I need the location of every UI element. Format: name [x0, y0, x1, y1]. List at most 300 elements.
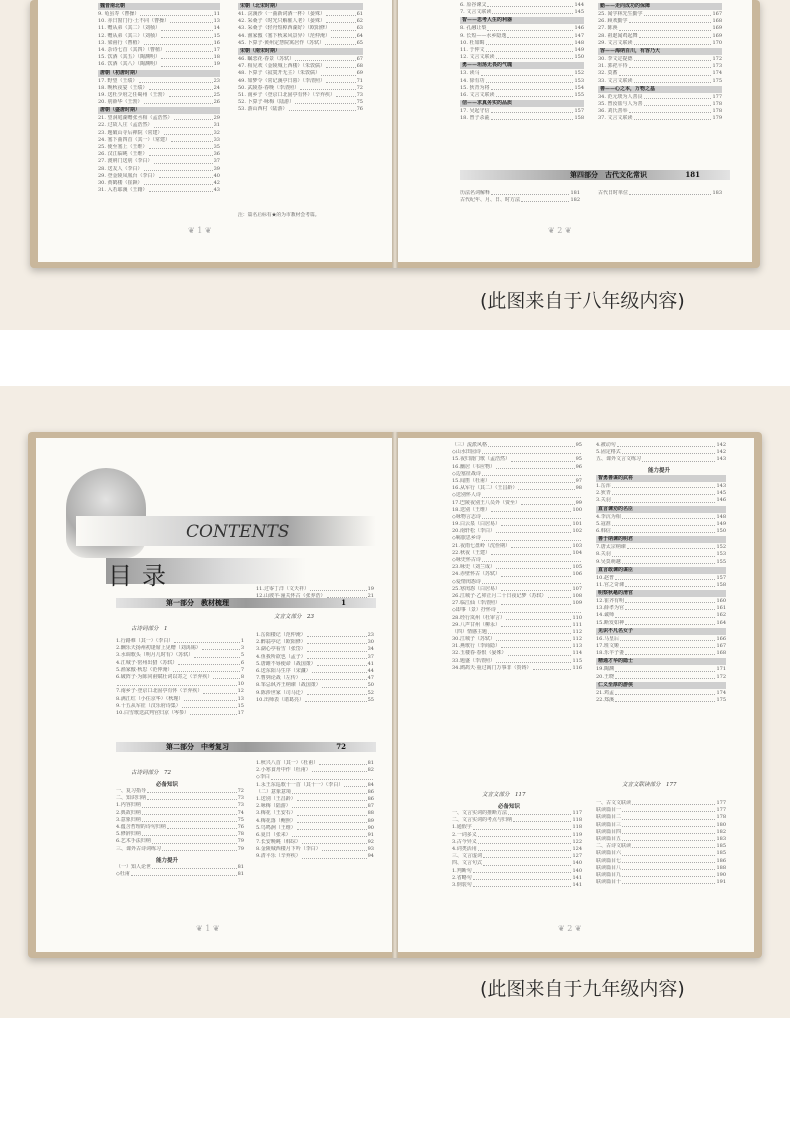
dot-leader	[629, 18, 712, 23]
toc-entry-page: 146	[574, 25, 584, 32]
dot-leader	[170, 18, 212, 23]
toc-entry	[256, 767, 374, 774]
toc-entry-title: 1.通假字	[452, 824, 472, 831]
toc-entry	[238, 40, 363, 47]
toc-entry	[596, 544, 726, 551]
toc-section-heading: 智勇善谋的武将	[596, 475, 726, 482]
toc-entry	[238, 99, 363, 106]
dot-leader	[174, 638, 240, 643]
dot-leader	[491, 550, 572, 555]
dot-leader	[482, 579, 581, 584]
toc-entry-page: 171	[716, 666, 726, 673]
toc-entry	[596, 690, 726, 697]
dot-leader	[297, 810, 367, 815]
toc-entry-title: 46. 瞩恋花·春景（苏轼）	[238, 55, 295, 62]
toc-entry-page: 61	[356, 11, 363, 17]
toc-entry-title: 联读篇目二	[596, 814, 622, 821]
toc-entry-page: 149	[716, 520, 726, 527]
toc-entry-title: 25.寒闺怨（白居易）	[452, 585, 500, 592]
toc-entry-title: 联读篇目三	[596, 821, 622, 828]
toc-column	[452, 810, 582, 889]
dot-leader	[622, 829, 715, 834]
toc-entry-title: 10.赵普	[596, 574, 614, 581]
toc-entry-title: 12.崔齐有明	[596, 598, 624, 605]
toc-entry-title: 31. 郭祀平待	[598, 63, 628, 70]
toc-entry-title: 45. 卜算子·黄州定慧院寓居作（苏轼）	[238, 39, 325, 46]
toc-entry-title: ◇即事（景）抒怀诗	[452, 607, 496, 614]
toc-entry-title: 2.醉翁亭记（欧阳修）	[256, 639, 306, 646]
toc-entry	[452, 550, 582, 557]
toc-entry-title: 36. 刘氏善举	[598, 108, 628, 115]
dot-leader	[612, 483, 716, 488]
toc-entry-page: 104	[572, 549, 582, 556]
toc-entry-title: 7.曹刿论战（左传）	[256, 675, 301, 682]
dot-leader	[297, 825, 367, 830]
toc-entry	[256, 646, 374, 653]
toc-entry-title: （四）情感主题	[452, 628, 488, 635]
toc-entry	[238, 85, 363, 92]
toc-entry	[452, 442, 582, 449]
grade9-photo-panel	[0, 386, 790, 1018]
dot-leader	[164, 130, 213, 135]
dot-leader	[302, 853, 367, 858]
toc-entry-title: 4.蕴含哲理的诗句归纳	[116, 823, 166, 830]
dot-leader	[142, 802, 237, 807]
toc-entry	[116, 667, 244, 674]
toc-entry-title: 1.内容归纳	[116, 802, 141, 809]
toc-entry	[598, 11, 722, 18]
toc-entry-page: 95	[575, 442, 582, 448]
toc-entry-title: 5.渔家傲·秋思（范仲淹）	[116, 666, 173, 673]
dot-leader	[202, 645, 240, 650]
toc-entry	[256, 675, 374, 682]
toc-entry	[452, 650, 582, 657]
toc-entry	[596, 697, 726, 704]
dot-leader	[629, 108, 712, 113]
dot-leader	[491, 108, 574, 113]
toc-entry-title: 23. 题破山寺后禅院（常建）	[98, 129, 163, 136]
toc-entry-title: 16. 饮酒（其八）（陶渊明）	[98, 61, 161, 68]
toc-entry	[452, 492, 582, 499]
toc-entry-title: 联读篇目一	[596, 807, 622, 814]
toc-entry	[238, 33, 363, 40]
dot-leader	[307, 646, 367, 651]
toc-entry-page: 76	[237, 823, 244, 830]
toc-entry	[98, 173, 220, 180]
toc-entry-page: 73	[237, 802, 244, 809]
dot-leader	[632, 843, 715, 848]
right-page	[398, 0, 752, 262]
toc-entry-title: 26. 顾欢勤学	[598, 18, 628, 25]
toc-entry-page: 76	[356, 106, 363, 113]
toc-entry-page: 182	[570, 197, 580, 204]
toc-entry	[116, 710, 244, 717]
toc-entry-page: 111	[572, 621, 582, 628]
toc-entry-page: 72	[356, 84, 363, 91]
toc-entry	[256, 632, 374, 639]
toc-entry	[596, 666, 726, 673]
toc-entry-title: 47. 相见欢（金陵城上西楼）（朱敦儒）	[238, 63, 326, 70]
toc-entry-page: 13	[237, 695, 244, 702]
dot-leader	[295, 56, 355, 61]
toc-entry	[598, 56, 722, 63]
toc-entry	[98, 130, 220, 137]
toc-entry-title: 10.白雪歌送武判官归京（岑参）	[116, 709, 189, 716]
toc-entry	[598, 94, 722, 101]
toc-entry-title: 二、古诗文联读	[596, 843, 632, 850]
toc-entry-title: 53. 游山西村（陆游）	[238, 106, 288, 113]
toc-entry-title: 22.郑溪	[596, 696, 614, 703]
dot-leader	[501, 586, 572, 591]
toc-entry-page: 19	[213, 61, 220, 68]
toc-entry-page: 157	[574, 108, 584, 115]
toc-entry-page: 178	[712, 108, 722, 115]
section-subhead: 文言文部分 23	[274, 614, 315, 620]
dot-leader	[615, 575, 716, 580]
dot-leader	[644, 11, 712, 16]
toc-entry	[116, 703, 244, 710]
dot-leader	[506, 615, 572, 620]
toc-entry-page: 190	[716, 871, 726, 878]
toc-entry-page: 118	[572, 824, 582, 831]
toc-entry-title: 联读篇目十	[596, 879, 622, 886]
toc-entry-title: 7. 文言文联读	[460, 9, 492, 16]
toc-entry-page: 144	[574, 2, 584, 8]
toc-entry	[452, 507, 582, 514]
toc-entry-title: 5.寇准	[596, 520, 611, 527]
dot-leader	[478, 832, 572, 837]
dot-leader	[325, 40, 355, 45]
toc-entry-page: 50	[367, 682, 374, 689]
dot-leader	[625, 605, 716, 610]
toc-entry-title: 2.一词多义	[452, 831, 477, 838]
dot-leader	[501, 622, 572, 627]
toc-entry	[460, 85, 584, 92]
toc-entry	[116, 824, 244, 831]
dot-leader	[326, 63, 356, 68]
toc-entry-title: 20.王晓	[596, 673, 614, 680]
dot-leader	[615, 674, 716, 679]
toc-entry-page: 7	[240, 666, 244, 673]
toc-entry	[256, 832, 374, 839]
toc-entry-title: 15.夜归鹿门歌（孟浩然）	[452, 456, 510, 463]
toc-entry	[452, 860, 582, 867]
toc-column	[256, 632, 374, 704]
toc-entry-title: 5.唐雎不辱使命（战国策）	[256, 660, 316, 667]
toc-entry	[256, 782, 374, 789]
toc-entry	[116, 638, 244, 645]
toc-entry-page: 150	[716, 527, 726, 534]
toc-entry	[452, 824, 582, 831]
open-book-grade8	[30, 0, 760, 268]
toc-entry	[238, 25, 363, 32]
toc-entry-page: 32	[213, 129, 220, 136]
toc-entry-title: 一、文言实词的推断方法	[452, 810, 508, 816]
toc-entry-page: 173	[712, 63, 722, 70]
dot-leader	[144, 180, 213, 185]
dot-leader	[295, 99, 355, 104]
toc-entry-title: 22.秋夜（王建）	[452, 549, 490, 556]
toc-entry-title: ◇羁旅思乡诗	[452, 535, 481, 542]
toc-entry-title: 15. 狄青为将	[460, 84, 490, 91]
toc-entry-title: 29.八声甘州（柳永）	[452, 621, 500, 628]
dot-leader	[312, 668, 367, 673]
toc-entry-title: 2.小寒食舟中作（杜甫）	[256, 767, 311, 774]
toc-entry	[98, 166, 220, 173]
dot-leader	[622, 850, 715, 855]
toc-entry-title: 联读篇目五	[596, 835, 622, 842]
toc-entry	[452, 456, 582, 463]
toc-entry-page: 14	[213, 25, 220, 32]
toc-entry-page: 186	[716, 857, 726, 864]
toc-entry-title: 12.山坡羊·潼关怀古（张养浩）	[256, 593, 326, 600]
toc-entry	[116, 645, 244, 652]
toc-entry	[98, 92, 220, 99]
toc-entry-page: 29	[213, 115, 220, 122]
toc-entry-title: 18. 晚秋夜宴（王绩）	[98, 84, 148, 91]
toc-entry-page: 67	[356, 55, 363, 62]
toc-entry-page: 155	[574, 91, 584, 98]
toc-entry	[98, 78, 220, 85]
toc-entry	[452, 665, 582, 672]
toc-entry-title: 10. 杜如晦	[460, 39, 485, 46]
toc-entry	[116, 652, 244, 659]
dot-leader	[169, 92, 213, 97]
toc-entry	[238, 11, 363, 18]
toc-entry-page: 63	[356, 25, 363, 32]
toc-entry-page: 172	[712, 55, 722, 62]
toc-entry-page: 36	[213, 151, 220, 158]
toc-entry	[256, 796, 374, 803]
toc-entry	[596, 456, 726, 463]
dot-leader	[612, 521, 716, 526]
toc-entry	[452, 586, 582, 593]
dot-leader	[496, 54, 574, 59]
dot-leader	[629, 63, 712, 68]
toc-entry-title: ◇咏物言志诗	[452, 513, 481, 520]
toc-entry-page: 31	[213, 122, 220, 129]
dot-leader	[162, 846, 237, 851]
toc-entry-page: 10	[237, 681, 244, 688]
toc-entry-page: 110	[572, 614, 582, 621]
dot-leader	[292, 789, 367, 794]
dot-leader	[482, 514, 581, 519]
toc-entry	[116, 674, 244, 681]
dot-leader	[174, 115, 213, 120]
toc-entry-title: 9.吴莫萌越	[596, 558, 621, 565]
toc-entry-page: 182	[716, 828, 726, 835]
toc-column	[116, 788, 244, 853]
toc-entry	[460, 54, 584, 61]
toc-entry	[452, 810, 582, 817]
contents-title: CONTENTS	[186, 522, 290, 542]
dot-leader	[271, 774, 373, 779]
toc-entry	[452, 600, 582, 607]
toc-entry-title: 13. 梁甫行（曹植）	[98, 39, 143, 46]
toc-entry-page: 98	[575, 485, 582, 492]
toc-entry	[256, 690, 374, 697]
toc-entry	[452, 500, 582, 507]
dot-leader	[501, 571, 572, 576]
toc-entry	[596, 612, 726, 619]
toc-entry-page: 170	[712, 39, 722, 46]
dot-leader	[486, 47, 574, 52]
dot-leader	[642, 456, 715, 461]
page-ornament: ❦ 1 ❦	[196, 924, 220, 933]
toc-entry	[596, 620, 726, 627]
toc-entry	[452, 571, 582, 578]
toc-entry	[452, 658, 582, 665]
dot-leader	[486, 40, 574, 45]
toc-entry	[256, 839, 374, 846]
toc-entry-title: 42. 采桑子（时光只解催人老）（晏殊）	[238, 18, 326, 25]
dot-leader	[622, 814, 715, 819]
toc-entry	[596, 490, 726, 497]
toc-entry-title: 5.修辞归纳	[116, 831, 141, 838]
toc-entry-page: 62	[356, 18, 363, 25]
toc-entry-page: 153	[574, 77, 584, 84]
dot-leader	[142, 817, 237, 822]
toc-entry	[596, 872, 726, 879]
toc-entry-page: 94	[367, 853, 374, 860]
dot-leader	[331, 25, 356, 30]
toc-entry	[452, 846, 582, 853]
toc-entry-title: 9. 龟虽寿（曹操）	[98, 11, 140, 17]
toc-entry-page: 103	[572, 542, 582, 549]
dot-leader	[617, 442, 716, 447]
dot-leader	[319, 760, 366, 765]
toc-entry	[256, 697, 374, 704]
toc-entry-title: 27. 陈涣	[598, 25, 618, 32]
toc-entry-page: 166	[716, 635, 726, 642]
toc-section-heading: 唐朝（初唐时期）	[98, 70, 220, 77]
toc-entry-title: 28. 祖逖闻鸡起舞	[598, 32, 638, 39]
toc-entry-title: 7.南乡子·登京口北固亭有怀（辛弃疾）	[116, 688, 203, 695]
toc-section-heading: 勤——走向成功的保障	[598, 3, 722, 10]
dot-leader	[483, 860, 571, 865]
dot-leader	[622, 836, 715, 841]
toc-entry	[98, 40, 220, 47]
toc-entry-title: 19. 送杜少府之任蜀州（王勃）	[98, 91, 168, 98]
toc-entry-title: 11. 赠从弟（其二）（刘桢）	[98, 25, 161, 32]
dot-leader	[622, 872, 715, 877]
dot-leader	[639, 33, 712, 38]
toc-entry-page: 167	[716, 643, 726, 649]
toc-entry	[116, 696, 244, 703]
toc-entry-title: 9.陈涉世家（司马迁）	[256, 689, 306, 696]
dot-leader	[144, 40, 213, 45]
toc-entry	[98, 85, 220, 92]
toc-entry-title: 2.酬乐天扬州初逢席上见赠（刘禹锡）	[116, 645, 201, 652]
toc-entry	[598, 108, 722, 115]
toc-entry-title: 联读篇目四	[596, 828, 622, 835]
dot-leader	[483, 853, 571, 858]
dot-leader	[473, 868, 572, 873]
toc-entry-page: 175	[716, 696, 726, 703]
toc-entry	[460, 92, 584, 99]
toc-entry-page: 188	[716, 864, 726, 871]
toc-entry-title: 12. 文言文联读	[460, 54, 495, 61]
toc-entry	[596, 442, 726, 449]
toc-entry	[452, 832, 582, 839]
dot-leader	[615, 666, 716, 671]
toc-entry-title: 1.判断句	[452, 867, 472, 874]
toc-entry-title: 30.江城子（苏轼）	[452, 636, 495, 643]
dot-leader	[496, 636, 572, 641]
dot-leader	[622, 865, 715, 870]
dot-leader	[331, 33, 356, 38]
dot-leader	[307, 632, 367, 637]
dot-leader	[625, 620, 716, 625]
toc-entry	[596, 497, 726, 504]
toc-entry-title: 联读篇目八	[596, 864, 622, 871]
toc-entry	[452, 615, 582, 622]
dot-leader	[152, 864, 237, 869]
dot-leader	[496, 658, 572, 663]
toc-entry-page: 169	[712, 25, 722, 32]
toc-entry	[452, 817, 582, 824]
toc-entry	[452, 557, 582, 564]
toc-entry-page: 12	[237, 688, 244, 695]
toc-entry	[98, 137, 220, 144]
toc-entry-page: 183	[716, 835, 726, 842]
toc-entry-title: 二、知识归纳	[116, 795, 147, 802]
page-number: 2	[557, 226, 563, 235]
toc-column	[460, 2, 584, 122]
toc-entry	[596, 521, 726, 528]
toc-entry-title: 17. 吴起守信	[460, 108, 490, 115]
toc-entry-page: 152	[574, 70, 584, 77]
dot-leader	[501, 643, 572, 648]
dot-leader	[625, 582, 716, 587]
toc-entry-page: 37	[367, 653, 374, 660]
toc-entry-title: （三）流派风格	[452, 442, 488, 448]
toc-entry-page: 147	[574, 32, 584, 39]
toc-entry-page: 15	[213, 32, 220, 39]
toc-entry	[452, 875, 582, 882]
toc-entry-title: 26. 汉江临眺（王维）	[98, 151, 148, 158]
dot-leader	[292, 832, 367, 837]
toc-entry-page: 109	[572, 600, 582, 607]
toc-entry-page: 168	[716, 650, 726, 657]
toc-entry	[256, 682, 374, 689]
toc-entry	[238, 70, 363, 77]
toc-entry-title: 2.狄青	[596, 490, 611, 497]
toc-entry-page: 6	[240, 659, 244, 666]
toc-entry-page: 154	[574, 84, 584, 91]
toc-entry-title: 11. 于仲文	[460, 46, 485, 53]
dot-leader	[159, 173, 213, 178]
toc-entry-page: 44	[367, 667, 374, 674]
toc-entry	[596, 605, 726, 612]
toc-entry-title: 1.岳阳楼记（范仲淹）	[256, 632, 306, 638]
toc-entry-page: 117	[572, 810, 582, 816]
toc-entry-title: 3.水调歌头（明月几时有）（苏轼）	[116, 652, 194, 659]
toc-entry	[256, 818, 374, 825]
dot-leader	[622, 822, 715, 827]
toc-entry-page: 142	[716, 442, 726, 448]
dot-leader	[203, 688, 236, 693]
dot-leader	[612, 551, 716, 556]
toc-section-heading: 宋朝（北宋时期）	[238, 3, 363, 10]
toc-entry-page: 92	[367, 839, 374, 846]
toc-entry-page: 15	[237, 702, 244, 709]
toc-entry-page: 74	[237, 809, 244, 816]
toc-entry	[452, 839, 582, 846]
toc-entry	[452, 579, 582, 586]
toc-entry-title: 7.长安晚眺（韩琮）	[256, 839, 301, 846]
toc-entry	[460, 115, 584, 122]
